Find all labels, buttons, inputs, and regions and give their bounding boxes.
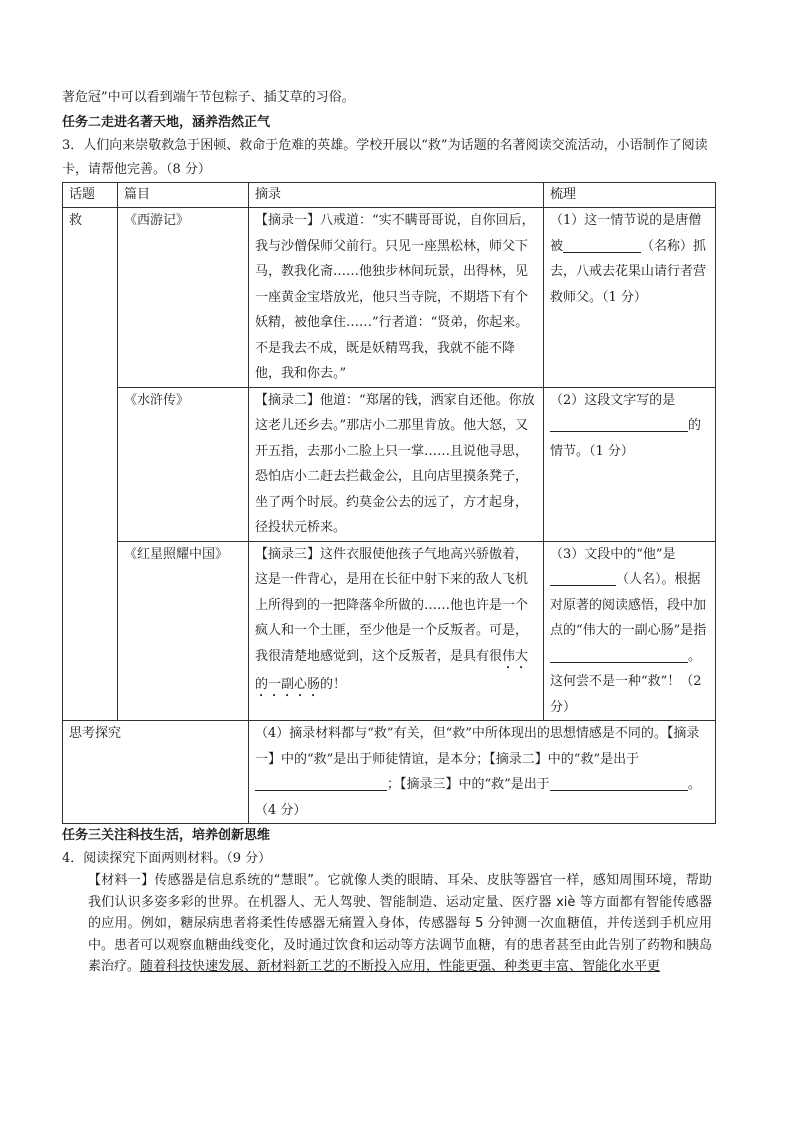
- think-text: ；【摘录三】中的“救”是出于: [387, 777, 550, 792]
- material-plain-text: 【材料一】传感器是信息系统的“慧眼”。它就像人类的眼睛、耳朵、皮肤等器官一样，感知周围环境，帮助我们认识多姿多彩的世界。在机器人、无人驾驶、智能制造、运动定量、医疗器 xiè 等方面都有智能传感器的应用。例如，糖尿病患者将柔性传感器无痛置入身体，传感器每 5 分钟测一次血糖值，并传送到手机应用中。患者可以观察血糖曲线变化，及时通过饮食和运动等方法调节血糖，有的患者甚至由此告别了药物和胰岛素治疗。: [88, 873, 713, 974]
- material-underlined-text: 随着科技快速发展、新材料新工艺的不断投入应用，性能更强、种类更丰富、智能化水平更: [140, 959, 661, 974]
- table-row: [63, 721, 716, 824]
- note-text: 。这何尝不是一种“救”！（2 分）: [550, 648, 702, 715]
- book-cell: 《水浒传》: [118, 387, 249, 541]
- reading-card-table: [62, 182, 716, 824]
- answer-blank[interactable]: [550, 415, 688, 432]
- task2-title: 任务二走进名著天地，涵养浩然正气: [62, 115, 271, 130]
- note-text: （人名）。根据对原著的阅读感悟，段中加点的“伟大的一副心肠”是指: [550, 572, 707, 638]
- note-cell: [544, 541, 716, 721]
- excerpt-cell: 【摘录一】八戒道：“实不瞒哥哥说，自你回后，我与沙僧保师父前行。只见一座黑松林，师父下马，教我化斋……他独步林间玩景，出得林，见一座黄金宝塔放光，他只当寺院，不期塔下有个妖精，被他拿住……”行者道：“贤弟，你起来。不是我去不成，既是妖精骂我，我就不能不降他，我和你去。”: [249, 208, 544, 388]
- think-content-cell: [249, 721, 716, 824]
- note-cell: [544, 208, 716, 388]
- book-cell: 《红星照耀中国》: [118, 541, 249, 721]
- material-1-paragraph: [62, 870, 712, 978]
- task3-title: 任务三关注科技生活，培养创新思维: [62, 828, 271, 843]
- header-note: 梳理: [544, 183, 716, 208]
- answer-blank[interactable]: [550, 646, 688, 663]
- table-header-row: [63, 183, 716, 208]
- emphasized-phrase: 伟大的一副心肠: [255, 648, 529, 692]
- think-label-cell: 思考探究: [63, 721, 249, 824]
- think-text: （4）摘录材料都与“救”有关，但“救”中所体现出的思想情感是不同的。【摘录一】中的“救”是出于师徒情谊，是本分；【摘录二】中的“救”是出于: [255, 726, 700, 767]
- note-text: （2）这段文字写的是: [550, 392, 676, 408]
- answer-blank[interactable]: [550, 774, 688, 791]
- topic-cell: 救: [63, 208, 118, 721]
- table-row: [63, 208, 716, 388]
- book-cell: 《西游记》: [118, 208, 249, 388]
- excerpt-text: 【摘录三】这件衣服使他孩子气地高兴骄傲着，这是一件背心，是用在长征中射下来的敌人飞机上所得到的一把降落伞所做的……他也许是一个疯人和一个土匪，至少他是一个反叛者。可是，我很清楚地感觉到，这个反叛者，是具有很: [255, 546, 529, 664]
- answer-blank[interactable]: [550, 569, 616, 586]
- excerpt-text: 的！: [320, 676, 347, 692]
- answer-blank[interactable]: [563, 236, 641, 253]
- header-book: 篇目: [118, 183, 249, 208]
- excerpt-cell: [249, 541, 544, 721]
- note-text: （名称）抓去，八戒去花果山请行者营救师父。（1 分）: [550, 238, 707, 305]
- question-4-text: 4．阅读探究下面两则材料。（9 分）: [62, 851, 272, 866]
- question-3-text: 3．人们向来崇敬救急于困顿、救命于危难的英雄。学校开展以“救”为话题的名著阅读交流活动，小语制作了阅读卡，请帮他完善。（8 分）: [62, 138, 708, 177]
- answer-blank[interactable]: [255, 774, 387, 791]
- table-row: [63, 387, 716, 541]
- table-row: [63, 541, 716, 721]
- note-text: （3）文段中的“他”是: [550, 546, 676, 562]
- intro-line: 著危冠”中可以看到端午节包粽子、插艾草的习俗。: [62, 90, 355, 105]
- header-topic: 话题: [63, 183, 118, 208]
- note-cell: [544, 387, 716, 541]
- think-text: 。（4 分）: [255, 777, 701, 818]
- note-text: 的情节。（1 分）: [550, 418, 702, 459]
- header-excerpt: 摘录: [249, 183, 544, 208]
- excerpt-cell: 【摘录二】他道：“郑屠的钱，洒家自还他。你放这老儿还乡去。”那店小二那里肯放。他大怒，又开五指，去那小二脸上只一掌……且说他寻思，恐怕店小二赶去拦截金公，且向店里摸条凳子，坐了两个时辰。约莫金公去的远了，方才起身，径投状元桥来。: [249, 387, 544, 541]
- note-text: （1）这一情节说的是唐僧被: [550, 213, 702, 254]
- material-1-text: [62, 870, 712, 978]
